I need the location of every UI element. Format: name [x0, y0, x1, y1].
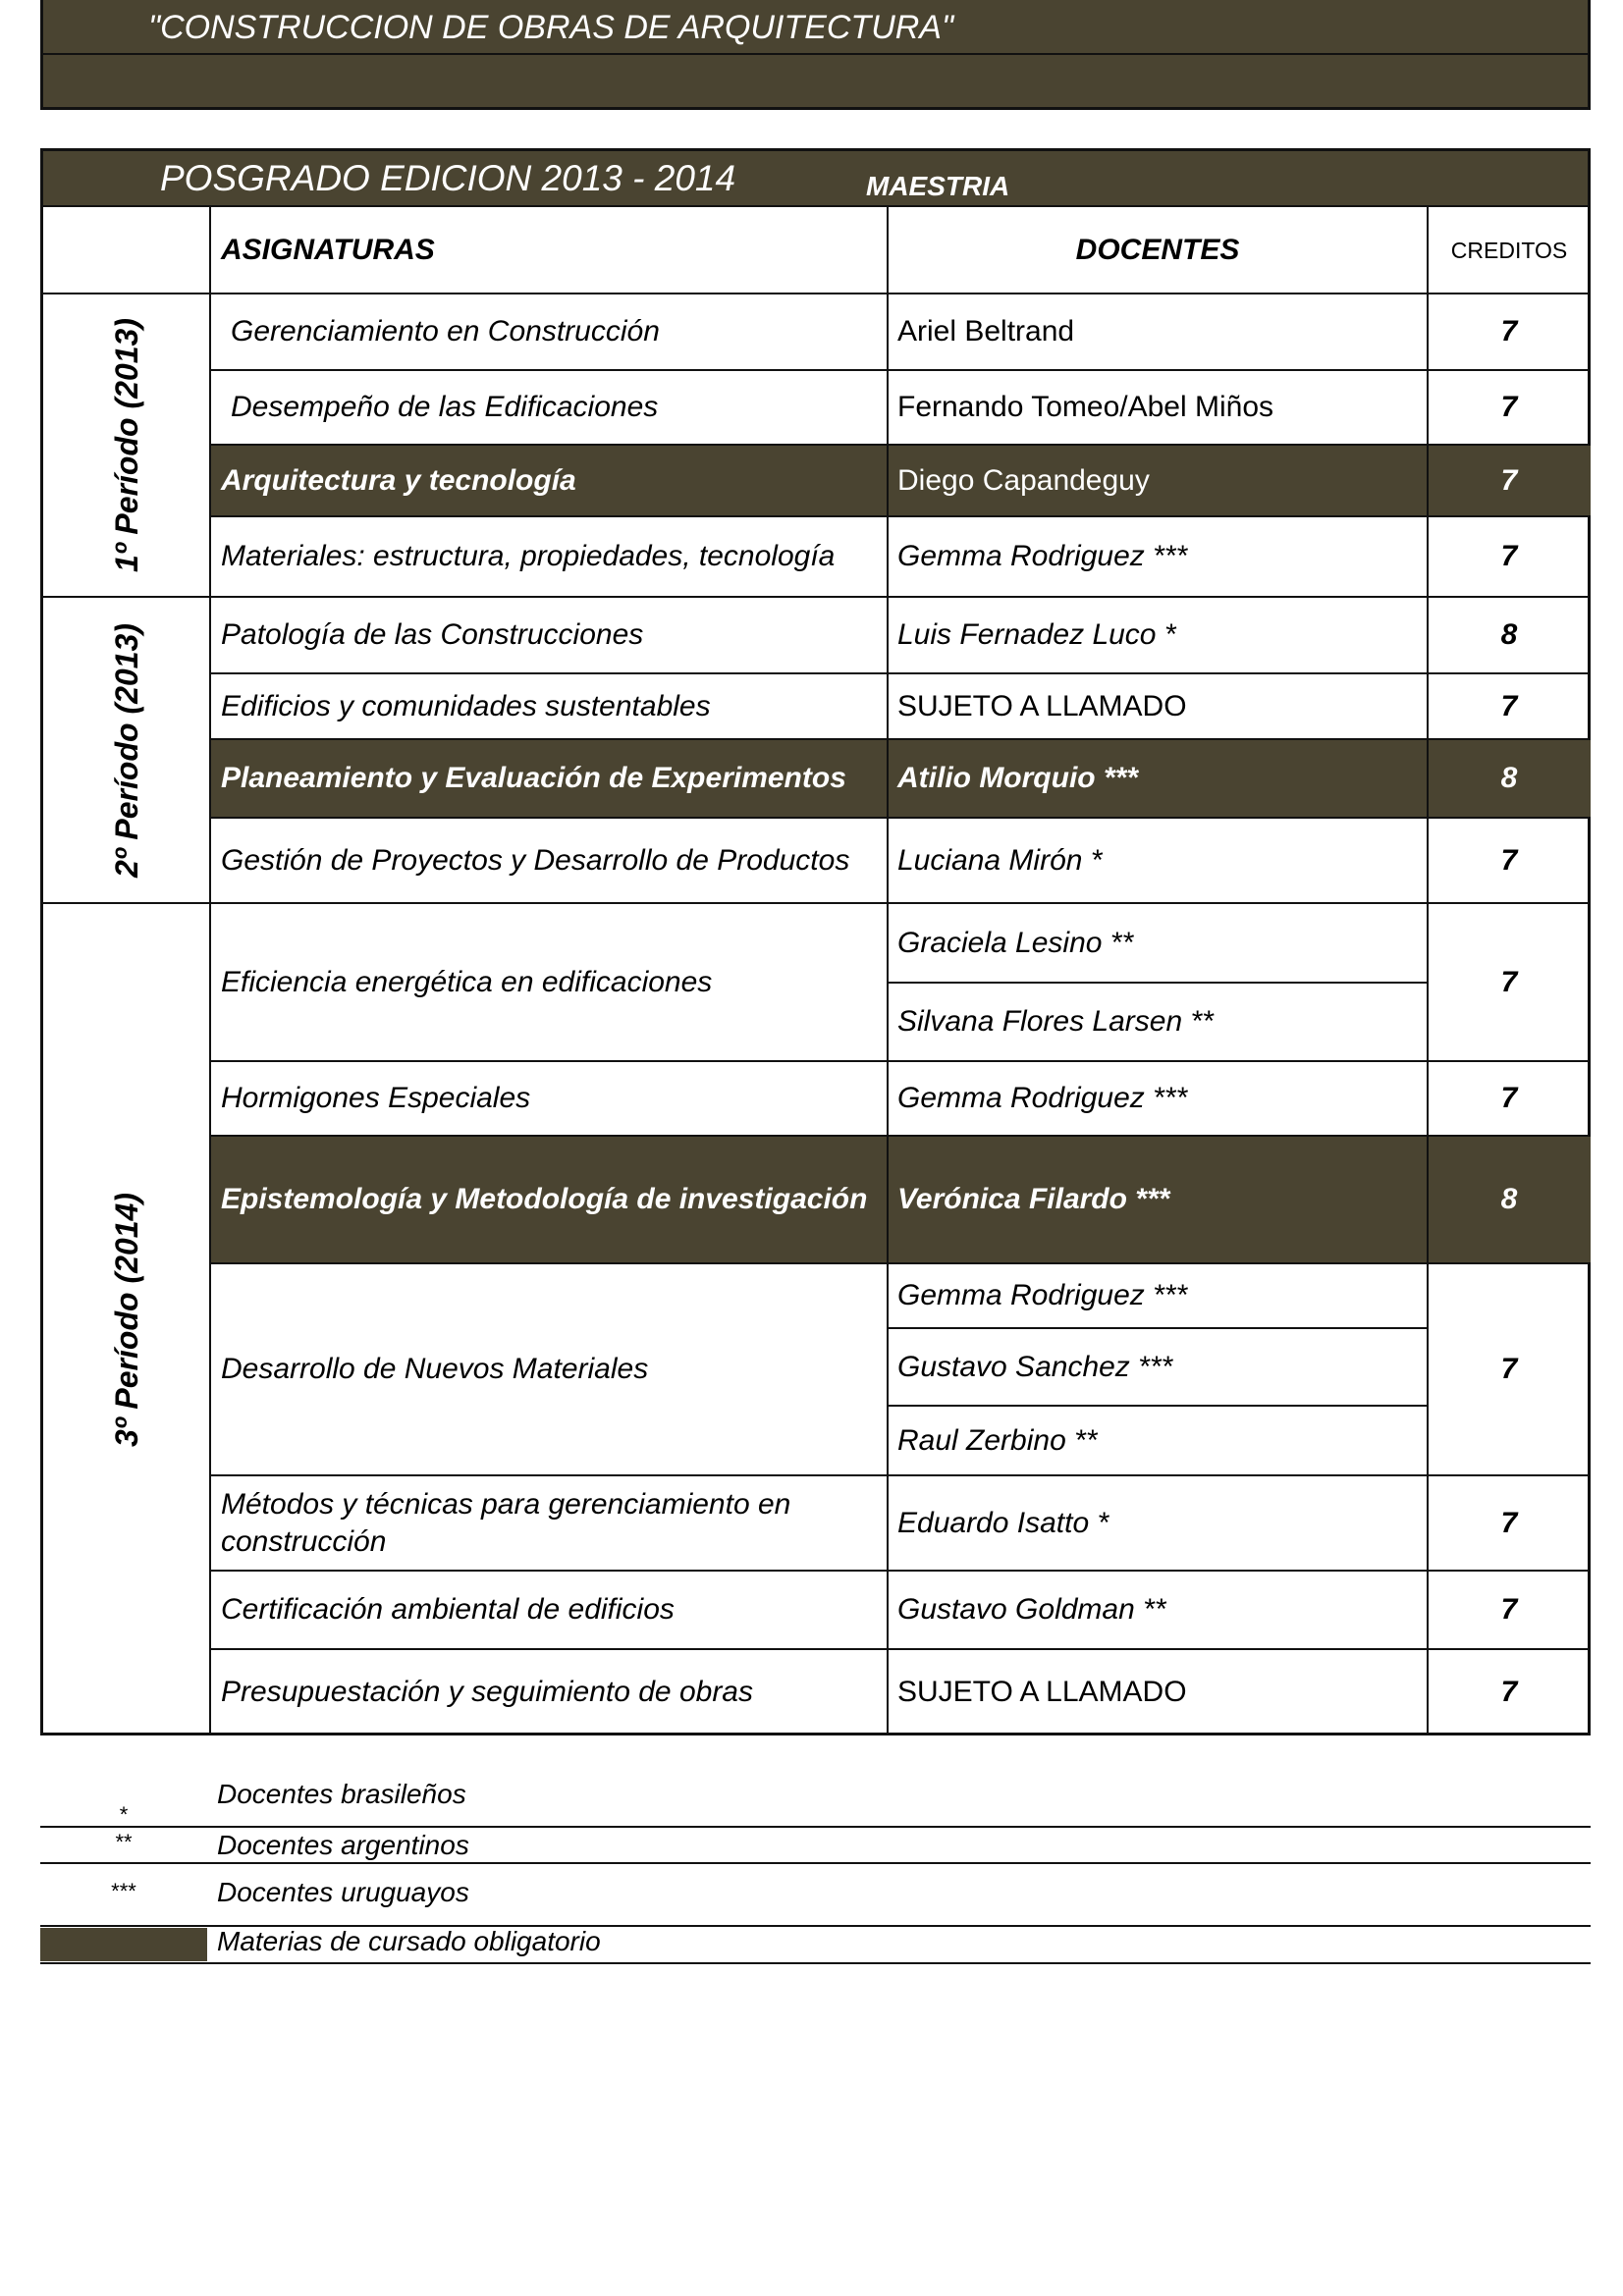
mandatory-swatch	[40, 1928, 207, 1961]
subject-name: Desempeño de las Edificaciones	[231, 391, 659, 423]
subject-name: Planeamiento y Evaluación de Experimentos	[221, 762, 846, 794]
subject-name: Métodos y técnicas para gerenciamiento en construcción	[221, 1487, 791, 1558]
legend-rule	[40, 1826, 1591, 1828]
column-header-credits: CREDITOS	[1450, 238, 1568, 263]
teacher-name: Verónica Filardo ***	[897, 1183, 1170, 1215]
row-rule	[210, 817, 1591, 819]
subject-name: Materiales: estructura, propiedades, tecnología	[221, 540, 836, 572]
credits-value: 7	[1500, 965, 1518, 998]
subject-name: Gerenciamiento en Construcción	[231, 315, 660, 347]
row-rule	[210, 1262, 1591, 1264]
teacher-name: Gustavo Goldman **	[897, 1593, 1166, 1626]
teacher-name: Gemma Rodriguez ***	[897, 1082, 1188, 1114]
program-type: MAESTRIA	[866, 171, 1010, 201]
legend-text: Materias de cursado obligatorio	[217, 1926, 601, 1956]
credits-value: 7	[1500, 843, 1518, 877]
subject-name: Hormigones Especiales	[221, 1082, 531, 1114]
teacher-name: Silvana Flores Larsen **	[897, 1005, 1214, 1038]
period-label: 2º Período (2013)	[108, 622, 144, 878]
legend-symbol: **	[115, 1830, 133, 1854]
credits-value: 7	[1500, 689, 1518, 722]
row-rule	[210, 738, 1591, 740]
legend-text: Docentes argentinos	[217, 1830, 469, 1860]
title-block	[40, 0, 1591, 110]
credits-value: 7	[1500, 540, 1518, 572]
subject-name: Presupuestación y seguimiento de obras	[221, 1676, 753, 1708]
row-rule	[43, 902, 1591, 904]
subject-name: Certificación ambiental de edificios	[221, 1593, 675, 1626]
credits-value: 7	[1500, 391, 1518, 423]
legend-symbol: *	[119, 1802, 129, 1827]
edition-header	[43, 151, 1588, 207]
teacher-name: Diego Capandeguy	[897, 463, 1150, 497]
row-rule	[210, 1648, 1591, 1650]
legend-symbol: ***	[111, 1879, 136, 1903]
row-rule	[888, 1405, 1428, 1407]
row-rule	[43, 596, 1591, 598]
row-rule	[43, 293, 1591, 294]
document-title: "CONSTRUCCION DE OBRAS DE ARQUITECTURA"	[43, 0, 1588, 55]
teacher-name: SUJETO A LLAMADO	[897, 1676, 1187, 1708]
credits-value: 8	[1500, 762, 1518, 794]
row-rule	[210, 1060, 1591, 1062]
teacher-name: Gemma Rodriguez ***	[897, 540, 1188, 572]
subject-name: Eficiencia energética en edificaciones	[221, 965, 713, 998]
legend-text: Docentes uruguayos	[217, 1877, 469, 1907]
credits-value: 7	[1500, 1593, 1518, 1626]
credits-value: 7	[1500, 1353, 1518, 1385]
subject-name: Epistemología y Metodología de investigación	[221, 1183, 868, 1215]
teacher-name: Raul Zerbino **	[897, 1423, 1098, 1457]
credits-value: 8	[1500, 1183, 1518, 1215]
course-table	[40, 148, 1591, 1735]
teacher-name: Fernando Tomeo/Abel Miños	[897, 391, 1273, 423]
row-rule	[210, 515, 1591, 517]
legend-rule	[40, 1962, 1591, 1964]
subject-name: Patología de las Construcciones	[221, 618, 644, 651]
row-rule	[210, 1570, 1591, 1572]
column-header-subjects: ASIGNATURAS	[221, 234, 435, 266]
credits-value: 7	[1500, 1676, 1518, 1708]
row-rule	[888, 982, 1428, 984]
teacher-name: Luciana Mirón *	[897, 843, 1103, 877]
subject-name: Desarrollo de Nuevos Materiales	[221, 1353, 649, 1385]
teacher-name: Gemma Rodriguez ***	[897, 1279, 1188, 1311]
teacher-name: Graciela Lesino **	[897, 926, 1134, 959]
column-rule	[887, 207, 889, 1735]
column-rule	[1427, 207, 1429, 1735]
row-rule	[210, 444, 1591, 446]
subject-name: Gestión de Proyectos y Desarrollo de Productos	[221, 843, 850, 877]
credits-value: 7	[1500, 1506, 1518, 1539]
row-rule	[888, 1327, 1428, 1329]
legend-text: Docentes brasileños	[217, 1779, 466, 1809]
column-header-teachers: DOCENTES	[1075, 234, 1240, 266]
teacher-name: Ariel Beltrand	[897, 315, 1075, 347]
row-rule	[210, 1135, 1591, 1137]
credits-value: 8	[1500, 618, 1518, 651]
period-label: 3º Período (2014)	[108, 1192, 144, 1447]
column-rule	[209, 207, 211, 1735]
credits-value: 7	[1500, 1082, 1518, 1114]
legend-rule	[40, 1862, 1591, 1864]
subject-name: Edificios y comunidades sustentables	[221, 689, 711, 722]
credits-value: 7	[1500, 315, 1518, 347]
period-label: 1º Período (2013)	[108, 318, 144, 572]
edition-title: POSGRADO EDICION 2013 - 2014	[160, 158, 736, 198]
teacher-name: SUJETO A LLAMADO	[897, 689, 1187, 722]
row-rule	[210, 369, 1591, 371]
teacher-name: Gustavo Sanchez ***	[897, 1350, 1173, 1383]
row-rule	[210, 672, 1591, 674]
teacher-name: Eduardo Isatto *	[897, 1506, 1109, 1539]
subject-name: Arquitectura y tecnología	[221, 463, 576, 497]
teacher-name: Luis Fernadez Luco *	[897, 618, 1176, 651]
teacher-name: Atilio Morquio ***	[897, 762, 1138, 794]
credits-value: 7	[1500, 463, 1518, 497]
row-rule	[210, 1474, 1591, 1476]
